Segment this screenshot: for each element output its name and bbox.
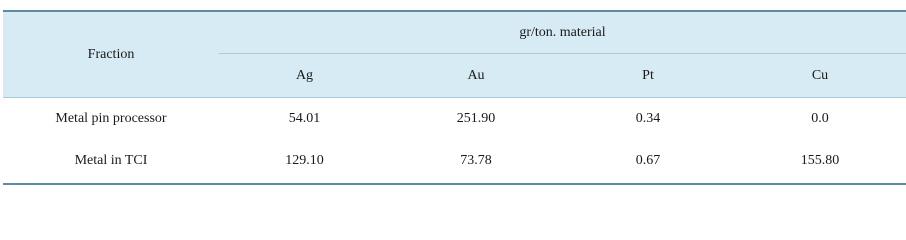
- cell-pt-row-1: 0.34: [635, 111, 661, 126]
- cell-ag-row-2: 129.10: [285, 153, 324, 168]
- unit-group-header: gr/ton. material: [519, 25, 606, 40]
- column-header-cu: Cu: [811, 68, 829, 83]
- column-header-pt: Pt: [642, 68, 654, 83]
- cell-ag-row-1: 54.01: [288, 111, 321, 126]
- row-label-metal-in-tci: Metal in TCI: [74, 153, 148, 168]
- group-header-divider: [219, 53, 906, 54]
- cell-au-row-1: 251.90: [456, 111, 496, 126]
- header-bottom-divider: [3, 97, 906, 98]
- column-header-ag: Ag: [295, 68, 314, 83]
- column-header-au: Au: [467, 68, 485, 83]
- cell-au-row-2: 73.78: [460, 153, 492, 168]
- cell-cu-row-1: 0.0: [811, 111, 829, 126]
- cell-cu-row-2: 155.80: [800, 153, 840, 168]
- row-label-metal-pin-processor: Metal pin processor: [55, 111, 167, 126]
- cell-pt-row-2: 0.67: [635, 153, 661, 168]
- data-table: [3, 10, 906, 185]
- table-bottom-rule: [3, 183, 906, 185]
- fraction-column-header: Fraction: [87, 47, 135, 62]
